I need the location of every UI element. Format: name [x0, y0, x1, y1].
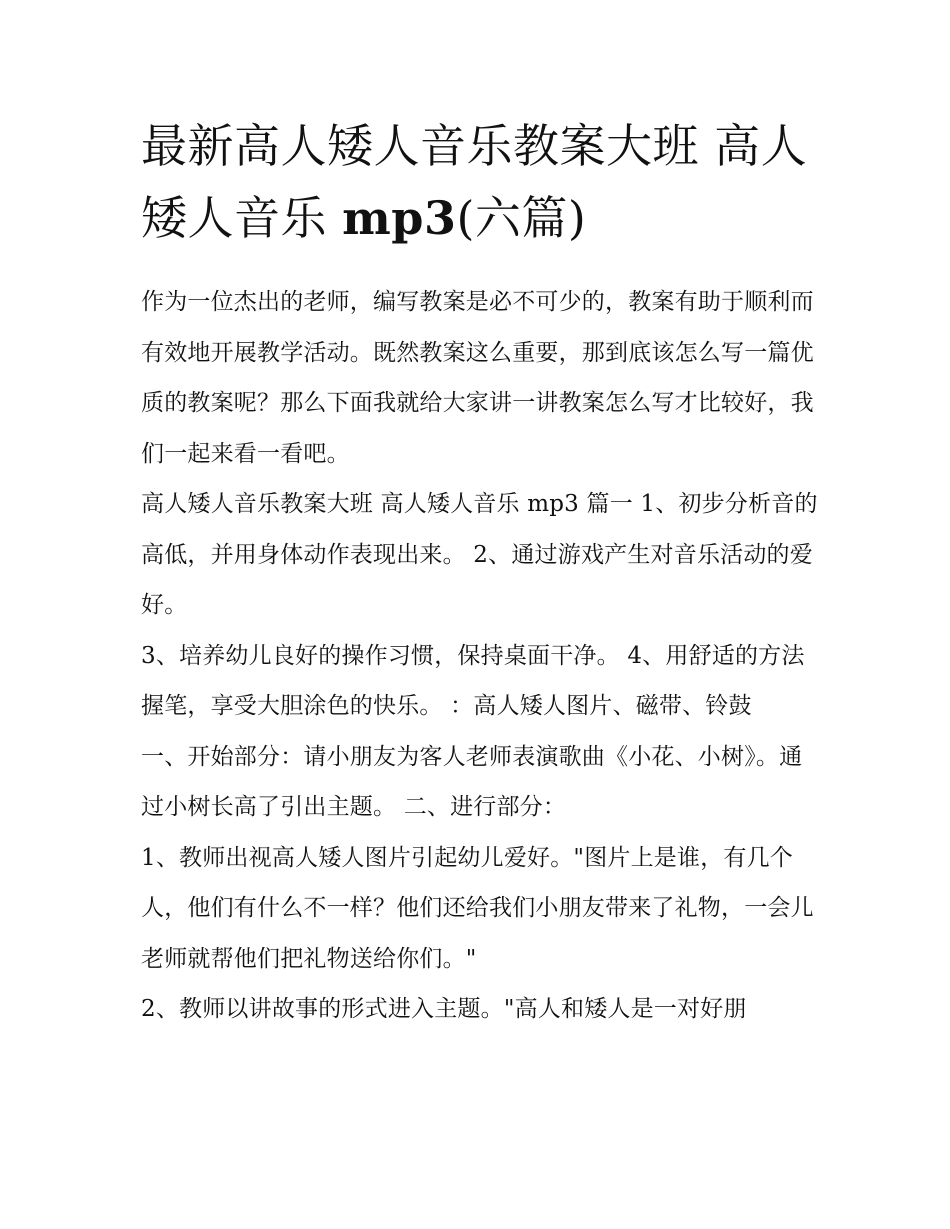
- document-body: [141, 277, 821, 1035]
- document-title: [141, 110, 821, 254]
- title-mp3: mp3: [342, 191, 457, 245]
- paragraph-step-2: 2、教师以讲故事的形式进入主题。"高人和矮人是一对好朋: [141, 996, 747, 1022]
- title-text: 最新高人矮人音乐教案大班 高人矮人音乐: [141, 119, 808, 245]
- paragraph-step-1: 1、教师出视高人矮人图片引起幼儿爱好。"图片上是谁，有几个人，他们有什么不一样？他们还给我们小朋友带来了礼物，一会儿老师就帮他们把礼物送给你们。": [141, 844, 814, 972]
- paragraph-start: 一、开始部分：请小朋友为客人老师表演歌曲《小花、小树》。通过小树长高了引出主题。 二、进行部分：: [141, 743, 803, 820]
- title-suffix: (六篇): [456, 191, 587, 245]
- paragraph-goals-2: 3、培养幼儿良好的操作习惯，保持桌面干净。 4、用舒适的方法握笔，享受大胆涂色的快乐。 ：高人矮人图片、磁带、铃鼓: [141, 642, 805, 719]
- paragraph-intro: 作为一位杰出的老师，编写教案是必不可少的，教案有助于顺利而有效地开展教学活动。既然教案这么重要，那到底该怎么写一篇优质的教案呢？那么下面我就给大家讲一讲教案怎么写才比较好，我们一起来看一看吧。: [141, 289, 814, 467]
- paragraph-goals: 高人矮人音乐教案大班 高人矮人音乐 mp3 篇一 1、初步分析音的高低，并用身体动作表现出来。 2、通过游戏产生对音乐活动的爱好。: [141, 491, 818, 618]
